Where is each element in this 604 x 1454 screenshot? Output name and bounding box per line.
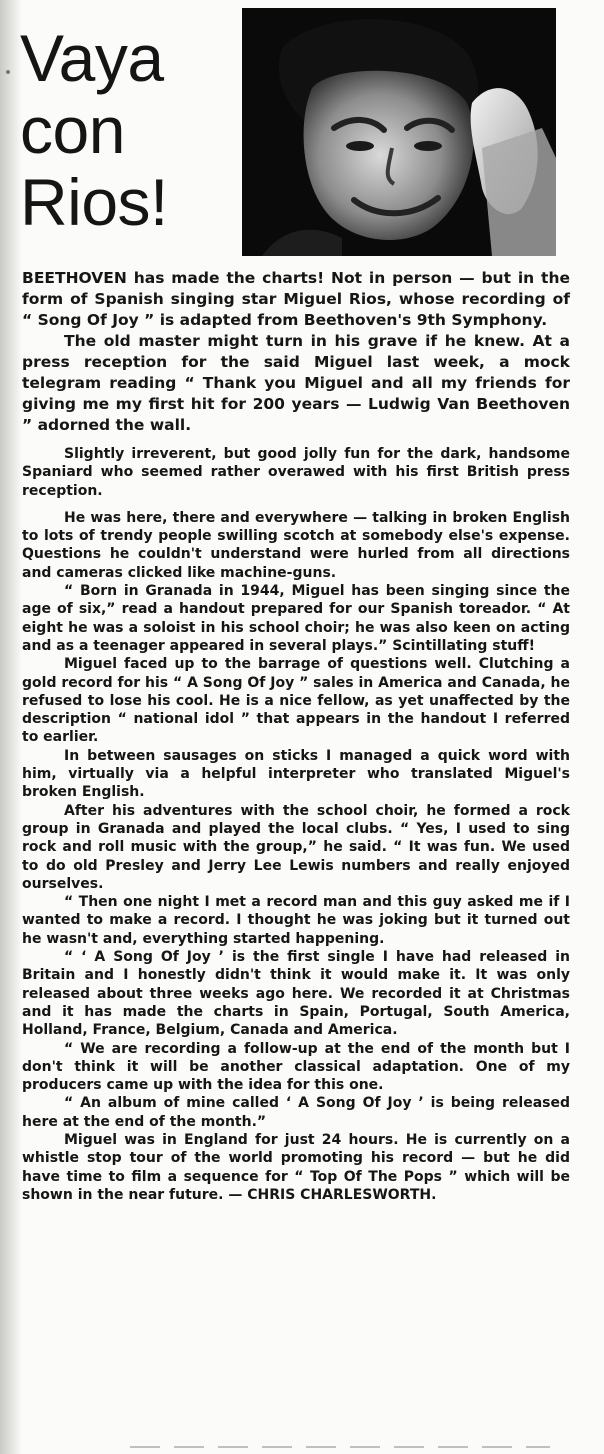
right-eye: [414, 141, 442, 151]
article-paragraph-12: “ An album of mine called ‘ A Song Of Joy ’ is being released here at the end of the month.”: [22, 1095, 570, 1130]
article-paragraph-3: Slightly irreverent, but good jolly fun for the dark, handsome Spaniard who seemed rather overawed with his first British press reception.: [22, 446, 570, 499]
shirt-shape: [482, 128, 556, 256]
article-paragraph-13: Miguel was in England for just 24 hours. He is currently on a whistle stop tour of the world promoting his record — but he did have time to film a sequence for “ Top Of The Pops ” which will be shown in the near future. — CHRIS CHARLESWORTH.: [22, 1131, 570, 1203]
article-paragraph-1: BEETHOVEN has made the charts! Not in person — but in the form of Spanish singing star Miguel Rios, whose recording of “ Song Of Joy ” is adapted from Beethoven's 9th Symphony.: [22, 269, 570, 329]
article-paragraph-8: After his adventures with the school choir, he formed a rock group in Granada and played the local clubs. “ Yes, I used to sing rock and roll music with the group,” he said. “ It was fun. We used to do old Presley and Jerry Lee Lewis numbers and really enjoyed ourselves.: [22, 802, 570, 892]
article-paragraph-10: “ ‘ A Song Of Joy ’ is the first single I have had released in Britain and I honestly didn't think it would make it. It was only released about three weeks ago here. We recorded it at Christmas and it has made the charts in Spain, Portugal, South America, Holland, France, Belgium, Canada and America.: [22, 949, 570, 1039]
article-paragraph-11: “ We are recording a follow-up at the end of the month but I don't think it will be another classical adaptation. One of my producers came up with the idea for this one.: [22, 1040, 570, 1094]
article-paragraph-4: He was here, there and everywhere — talking in broken English to lots of trendy people swilling scotch at somebody else's expense. Questions he couldn't understand were hurled from all directions and cameras clicked like machine-guns.: [22, 509, 570, 581]
article-paragraph-6: Miguel faced up to the barrage of questions well. Clutching a gold record for his “ A Song Of Joy ” sales in America and Canada, he refused to lose his cool. He is a nice fellow, as yet unaffected by the description “ national idol ” that appears in the handout I referred to earlier.: [22, 656, 570, 746]
article-paragraph-9: “ Then one night I met a record man and this guy asked me if I wanted to make a record. I thought he was joking but it turned out he wasn't and, everything started happening.: [22, 894, 570, 947]
article-body: [22, 268, 570, 1204]
artist-photo: [242, 8, 556, 256]
article-paragraph-5: “ Born in Granada in 1944, Miguel has been singing since the age of six,” read a handout prepared for our Spanish toreador. “ At eight he was a soloist in his school choir; he was also keen on acting and as a teenager appeared in several plays.” Scintillating stuff!: [22, 583, 570, 654]
headline-line-1: Vaya: [20, 21, 164, 95]
article-paragraph-7: In between sausages on sticks I managed a quick word with him, virtually via a helpful interpreter who translated Miguel's broken English.: [22, 747, 570, 801]
portrait-illustration: [242, 8, 556, 256]
headline-line-2: con: [20, 93, 125, 167]
headline: [20, 22, 235, 238]
left-eye: [346, 141, 374, 151]
ink-speck: [6, 70, 10, 74]
bottom-rule: [130, 1446, 550, 1448]
article-paragraph-2: The old master might turn in his grave if he knew. At a press reception for the said Miguel last week, a mock telegram reading “ Thank you Miguel and all my friends for giving me my first hit for 200 years — Ludwig Van Beethoven ” adorned the wall.: [22, 332, 570, 434]
page-shadow: [0, 0, 22, 1454]
headline-line-3: Rios!: [20, 165, 168, 239]
